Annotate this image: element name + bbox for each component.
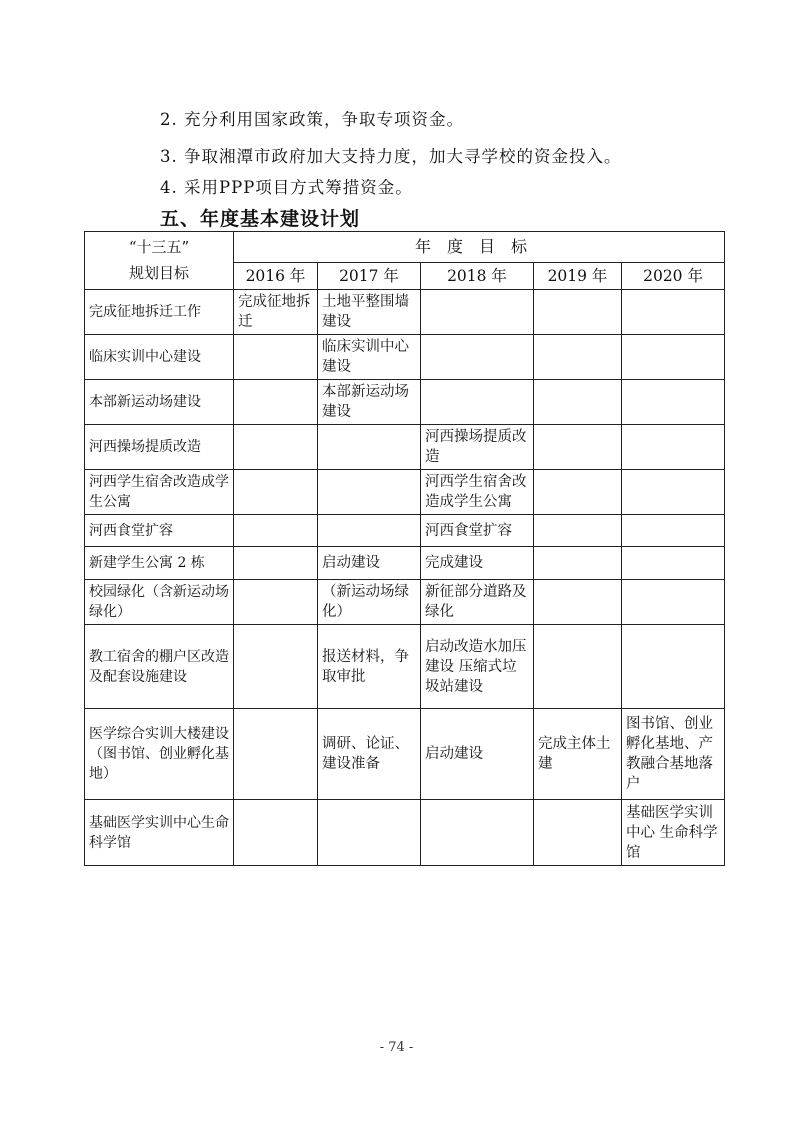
cell-2017: 报送材料，争取审批 — [318, 625, 421, 709]
year-header-2016: 2016 年 — [234, 263, 318, 290]
cell-2018: 河西食堂扩容 — [421, 515, 534, 547]
year-header-2020: 2020 年 — [622, 263, 725, 290]
cell-2019 — [534, 380, 622, 425]
row-item: 基础医学实训中心生命科学馆 — [85, 800, 234, 866]
cell-2019 — [534, 515, 622, 547]
row-item: 临床实训中心建设 — [85, 335, 234, 380]
table-row — [85, 290, 725, 335]
cell-2016: 完成征地拆迁 — [234, 290, 318, 335]
cell-2018 — [421, 335, 534, 380]
cell-2018: 启动改造水加压建设 压缩式垃圾站建设 — [421, 625, 534, 709]
cell-2020 — [622, 290, 725, 335]
cell-2016 — [234, 709, 318, 800]
cell-2019 — [534, 335, 622, 380]
table-row — [85, 425, 725, 470]
cell-2017 — [318, 425, 421, 470]
cell-2019 — [534, 425, 622, 470]
cell-2018: 河西学生宿舍改造成学生公寓 — [421, 470, 534, 515]
row-item: 河西食堂扩容 — [85, 515, 234, 547]
cell-2018 — [421, 380, 534, 425]
row-item: 校园绿化（含新运动场绿化） — [85, 580, 234, 625]
cell-2016 — [234, 547, 318, 580]
cell-2016 — [234, 625, 318, 709]
cell-2020 — [622, 335, 725, 380]
cell-2019: 完成主体土建 — [534, 709, 622, 800]
row-item: 完成征地拆迁工作 — [85, 290, 234, 335]
section-heading: 五、年度基本建设计划 — [160, 208, 361, 230]
table-row — [85, 800, 725, 866]
cell-2017: 调研、论证、建设准备 — [318, 709, 421, 800]
table-row — [85, 515, 725, 547]
cell-2018: 新征部分道路及绿化 — [421, 580, 534, 625]
row-item: 新建学生公寓 2 栋 — [85, 547, 234, 580]
cell-2016 — [234, 425, 318, 470]
page-number: - 74 - — [379, 1040, 414, 1055]
table-row — [85, 709, 725, 800]
cell-2017: 本部新运动场建设 — [318, 380, 421, 425]
cell-2019 — [534, 580, 622, 625]
table-header-row — [85, 232, 725, 263]
cell-2020 — [622, 470, 725, 515]
cell-2020 — [622, 547, 725, 580]
cell-2019 — [534, 547, 622, 580]
cell-2017: 土地平整围墙建设 — [318, 290, 421, 335]
cell-2020: 图书馆、创业孵化基地、产教融合基地落户 — [622, 709, 725, 800]
cell-2017: 临床实训中心建设 — [318, 335, 421, 380]
plan-target-header — [85, 232, 234, 290]
cell-2020 — [622, 425, 725, 470]
cell-2018 — [421, 800, 534, 866]
year-header-2019: 2019 年 — [534, 263, 622, 290]
row-item: 河西学生宿舍改造成学生公寓 — [85, 470, 234, 515]
cell-2017 — [318, 515, 421, 547]
cell-2019 — [534, 625, 622, 709]
cell-2016 — [234, 515, 318, 547]
cell-2020 — [622, 625, 725, 709]
cell-2016 — [234, 580, 318, 625]
cell-2020 — [622, 515, 725, 547]
table-row — [85, 625, 725, 709]
row-item: 医学综合实训大楼建设（图书馆、创业孵化基地） — [85, 709, 234, 800]
cell-2020 — [622, 380, 725, 425]
cell-2017 — [318, 470, 421, 515]
table-row — [85, 470, 725, 515]
cell-2020: 基础医学实训中心 生命科学馆 — [622, 800, 725, 866]
year-header-2018: 2018 年 — [421, 263, 534, 290]
row-item: 河西操场提质改造 — [85, 425, 234, 470]
cell-2016 — [234, 335, 318, 380]
paragraph-funding-policy: 2. 充分利用国家政策，争取专项资金。 — [160, 110, 464, 129]
cell-2018: 河西操场提质改造 — [421, 425, 534, 470]
year-header-2017: 2017 年 — [318, 263, 421, 290]
plan-target-header-line1: “十三五” — [128, 238, 190, 256]
row-item: 本部新运动场建设 — [85, 380, 234, 425]
row-item: 教工宿舍的棚户区改造及配套设施建设 — [85, 625, 234, 709]
cell-2016 — [234, 800, 318, 866]
cell-2018: 完成建设 — [421, 547, 534, 580]
paragraph-funding-government: 3. 争取湘潭市政府加大支持力度，加大寻学校的资金投入。 — [160, 147, 622, 166]
plan-target-header-line2: 规划目标 — [128, 264, 189, 282]
cell-2019 — [534, 470, 622, 515]
paragraph-funding-ppp: 4. 采用PPP项目方式筹措资金。 — [160, 178, 413, 197]
cell-2017: （新运动场绿化） — [318, 580, 421, 625]
cell-2016 — [234, 380, 318, 425]
cell-2018 — [421, 290, 534, 335]
cell-2019 — [534, 290, 622, 335]
table-row — [85, 335, 725, 380]
cell-2018: 启动建设 — [421, 709, 534, 800]
annual-construction-plan-table — [84, 231, 725, 866]
cell-2020 — [622, 580, 725, 625]
table-row — [85, 580, 725, 625]
table-row — [85, 547, 725, 580]
cell-2016 — [234, 470, 318, 515]
cell-2017 — [318, 800, 421, 866]
cell-2017: 启动建设 — [318, 547, 421, 580]
annual-target-header: 年度目标 — [234, 232, 725, 263]
cell-2019 — [534, 800, 622, 866]
table-row — [85, 380, 725, 425]
